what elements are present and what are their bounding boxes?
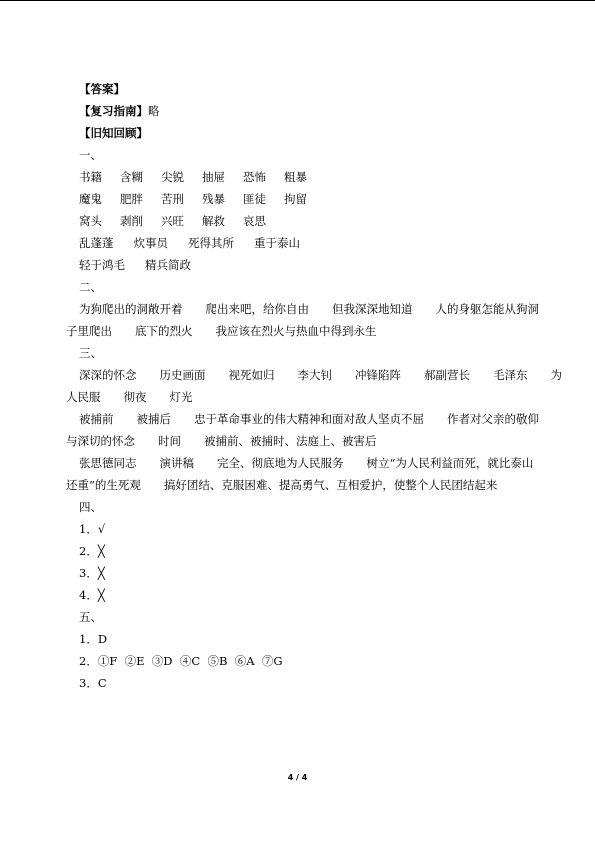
section-5-title: 五、	[79, 610, 102, 624]
s5-item: 2．①F ②E ③D ④C ⑤B ⑥A ⑦G	[79, 654, 283, 668]
word: 拘留	[284, 192, 307, 206]
word: 魔鬼	[79, 192, 102, 206]
word: 哀思	[243, 214, 266, 228]
s1-row	[79, 232, 549, 254]
word: 书籍	[79, 170, 102, 184]
word: 匪徒	[243, 192, 266, 206]
word: 尖锐	[161, 170, 184, 184]
section-3-title: 三、	[79, 346, 102, 360]
s2-line: 子里爬出 底下的烈火 我应该在烈火与热血中得到永生	[66, 324, 377, 338]
s3-line: 与深切的怀念 时间 被捕前、被捕时、法庭上、被害后	[66, 434, 377, 448]
word: 抽屉	[202, 170, 225, 184]
word: 窝头	[79, 214, 102, 228]
s3-line: 被捕前 被捕后 忠于革命事业的伟大精神和面对敌人坚贞不屈 作者对父亲的敬仰	[79, 412, 539, 426]
s1-row	[79, 210, 549, 232]
s1-row	[79, 166, 549, 188]
review-header: 【旧知回顾】	[79, 126, 148, 140]
header-rule	[0, 0, 595, 1]
s3-line: 还重”的生死观 搞好团结、克服困难、提高勇气、互相爱护，使整个人民团结起来	[66, 478, 498, 492]
word: 残暴	[202, 192, 225, 206]
word: 解救	[202, 214, 225, 228]
word: 恐怖	[243, 170, 266, 184]
answer-content	[66, 78, 562, 694]
guide-label: 【复习指南】	[79, 104, 148, 118]
word: 轻于鸿毛	[79, 258, 125, 272]
word: 死得其所	[188, 236, 234, 250]
word: 苦刑	[161, 192, 184, 206]
review-guide	[79, 100, 549, 122]
s1-row	[79, 188, 549, 210]
word: 重于泰山	[254, 236, 300, 250]
s3-line: 人民服 彻夜 灯光	[66, 390, 193, 404]
word: 含糊	[120, 170, 143, 184]
s3-line: 张思德同志 演讲稿 完全、彻底地为人民服务 树立“为人民利益而死，就比泰山	[79, 456, 534, 470]
s1-row	[79, 254, 549, 276]
word: 炊事员	[133, 236, 168, 250]
page-number: 4 / 4	[287, 773, 308, 782]
s4-item: 3．╳	[79, 566, 105, 580]
s4-item: 2．╳	[79, 544, 105, 558]
s5-item: 1．D	[79, 632, 108, 646]
section-4-title: 四、	[79, 500, 102, 514]
s5-item: 3．C	[79, 676, 107, 690]
word: 粗暴	[284, 170, 307, 184]
section-1-title: 一、	[79, 148, 102, 162]
word: 剥削	[120, 214, 143, 228]
word: 肥胖	[120, 192, 143, 206]
word: 精兵简政	[145, 258, 191, 272]
s4-item: 1．√	[79, 522, 106, 536]
word: 乱蓬蓬	[79, 236, 114, 250]
s2-line: 为狗爬出的洞敞开着 爬出来吧，给你自由 但我深深地知道 人的身躯怎能从狗洞	[79, 302, 539, 316]
word: 兴旺	[161, 214, 184, 228]
s4-item: 4．╳	[79, 588, 105, 602]
s3-line: 深深的怀念 历史画面 视死如归 李大钊 冲锋陷阵 郝副营长 毛泽东 为	[79, 368, 562, 382]
guide-value: 略	[148, 104, 160, 118]
section-2-title: 二、	[79, 280, 102, 294]
answer-header: 【答案】	[79, 82, 125, 96]
